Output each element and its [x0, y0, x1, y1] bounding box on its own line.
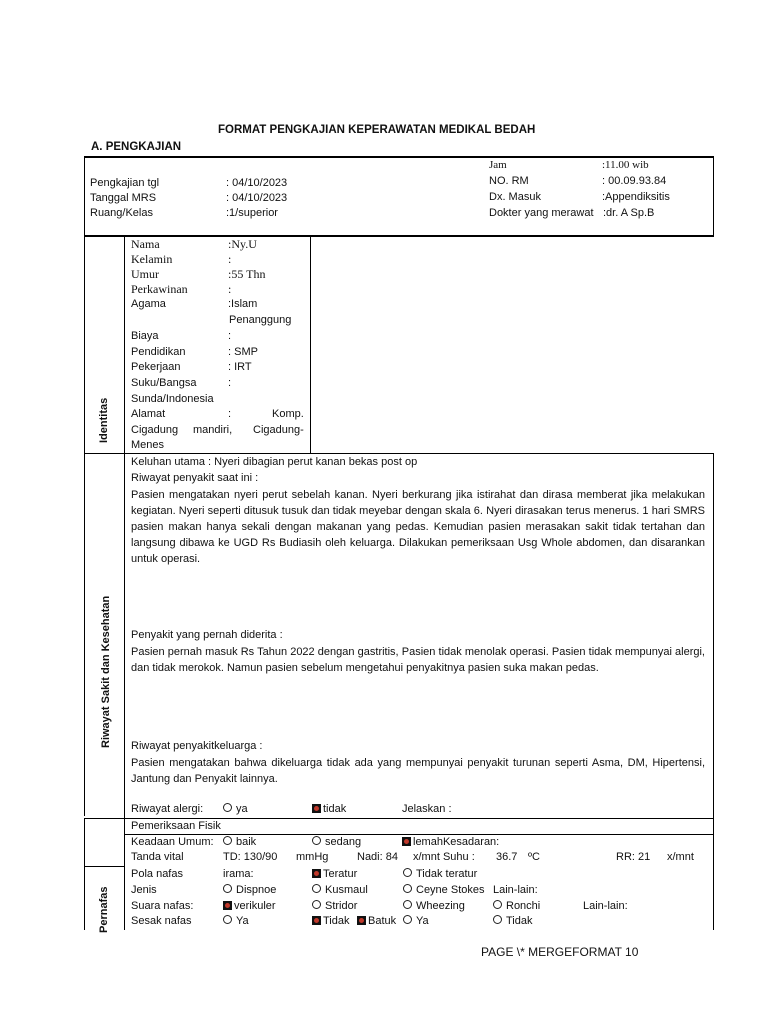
- wheezing-option[interactable]: Wheezing: [403, 900, 465, 912]
- alamat-value: Komp.: [272, 408, 304, 420]
- radio-unchecked-icon: [312, 900, 321, 909]
- keadaan-baik-option[interactable]: baik: [223, 836, 256, 848]
- batuk-tidak-option[interactable]: Tidak: [493, 915, 533, 927]
- suku-value: :: [228, 377, 232, 389]
- radio-checked-icon: [357, 916, 366, 925]
- suku-continued: Sunda/Indonesia: [131, 393, 214, 405]
- radio-unchecked-icon: [493, 900, 502, 909]
- perkawinan-label: Perkawinan: [131, 282, 188, 296]
- alergi-label: Riwayat alergi:: [131, 803, 204, 815]
- umur-label: Umur: [131, 267, 159, 281]
- section-heading: A. PENGKAJIAN: [91, 141, 182, 153]
- alamat-line2-b: mandiri,: [193, 424, 233, 436]
- nadi-value: Nadi: 84: [357, 851, 398, 863]
- jelaskan-label: Jelaskan :: [402, 803, 452, 815]
- kusmaul-option[interactable]: Kusmaul: [312, 884, 368, 896]
- keadaan-sedang-option[interactable]: sedang: [312, 836, 361, 848]
- nama-value: :Ny.U: [228, 237, 257, 251]
- biaya-label: Biaya: [131, 330, 159, 342]
- teratur-option[interactable]: Teratur: [312, 868, 357, 880]
- suhu-value: 36.7: [496, 851, 518, 863]
- alamat-label: Alamat: [131, 408, 166, 420]
- ceyne-option[interactable]: Ceyne Stokes: [403, 884, 484, 896]
- radio-checked-icon: [223, 901, 232, 910]
- jam-label: Jam: [489, 159, 507, 171]
- nama-label: Nama: [131, 237, 160, 251]
- radio-checked-icon: [312, 916, 321, 925]
- alergi-tidak-option[interactable]: tidak: [312, 803, 346, 815]
- alamat-colon: :: [228, 408, 232, 420]
- tidak-teratur-option[interactable]: Tidak teratur: [403, 868, 477, 880]
- jenis-label: Jenis: [131, 884, 157, 896]
- pendidikan-label: Pendidikan: [131, 346, 186, 358]
- saat-ini-text: Pasien mengatakan nyeri perut sebelah kanan. Nyeri berkurang jika istirahat dan dirasa memberat jika melakukan kegiatan. Nyeri seperti ditusuk tusuk dan tidak meyebar dengan skala 6. Nyeri dirasakan terus menerus. 1 hari SMRS pasien makan hanya sekali dengan makanan yang pedas. Kemudian pasien merasakan sakit tidak tertahan dan langsung dibawa ke UGD Rs Budiasih oleh keluarga. Dilakukan pemeriksaan Usg Whole abdomen, dan disarankan untuk operasi.: [131, 489, 705, 565]
- lain-lain-1: Lain-lain:: [493, 884, 538, 896]
- radio-unchecked-icon: [403, 884, 412, 893]
- radio-checked-icon: [312, 804, 321, 813]
- keadaan-label: Keadaan Umum:: [131, 836, 214, 848]
- pekerjaan-label: Pekerjaan: [131, 361, 181, 373]
- radio-unchecked-icon: [403, 915, 412, 924]
- suara-label: Suara nafas:: [131, 900, 194, 912]
- rr-unit: x/mnt: [667, 851, 694, 863]
- td-unit: mmHg: [296, 851, 329, 863]
- biaya-value: :: [228, 330, 232, 342]
- dokter-label: Dokter yang merawat: [489, 207, 594, 219]
- mrs-label: Tanggal MRS: [90, 192, 157, 204]
- rr-value: RR: 21: [616, 851, 651, 863]
- dx-value: :Appendiksitis: [602, 191, 670, 203]
- penanggung-label: Penanggung: [229, 314, 292, 326]
- ronchi-option[interactable]: Ronchi: [493, 900, 540, 912]
- kelamin-label: Kelamin: [131, 252, 173, 266]
- rm-value: : 00.09.93.84: [602, 175, 667, 187]
- radio-checked-icon: [312, 869, 321, 878]
- dokter-value: :dr. A Sp.B: [603, 207, 655, 219]
- dispnoe-option[interactable]: Dispnoe: [223, 884, 276, 896]
- identitas-label: Identitas: [98, 397, 110, 443]
- stridor-option[interactable]: Stridor: [312, 900, 357, 912]
- radio-checked-icon: [402, 837, 411, 846]
- alamat-line3: Menes: [131, 439, 165, 451]
- sesak-label: Sesak nafas: [131, 915, 192, 927]
- page-title: FORMAT PENGKAJIAN KEPERAWATAN MEDIKAL BEDAH: [218, 124, 536, 136]
- batuk-label[interactable]: Batuk: [357, 915, 396, 927]
- dx-label: Dx. Masuk: [489, 191, 541, 203]
- keluarga-label: Riwayat penyakitkeluarga :: [131, 740, 263, 752]
- td-value: TD: 130/90: [223, 851, 278, 863]
- radio-unchecked-icon: [223, 915, 232, 924]
- fisik-title: Pemeriksaan Fisik: [131, 820, 221, 832]
- tanda-vital-label: Tanda vital: [131, 851, 184, 863]
- suhu-unit: ºC: [528, 851, 540, 863]
- rm-label: NO. RM: [489, 175, 529, 187]
- suku-label: Suku/Bangsa: [131, 377, 197, 389]
- keadaan-lemah-option[interactable]: lemahKesadaran:: [402, 836, 499, 848]
- ruang-label: Ruang/Kelas: [90, 207, 153, 219]
- pengkajian-value: : 04/10/2023: [226, 177, 288, 189]
- mrs-value: : 04/10/2023: [226, 192, 288, 204]
- radio-unchecked-icon: [223, 884, 232, 893]
- pernafas-label: Pernafas: [98, 886, 110, 933]
- radio-unchecked-icon: [403, 868, 412, 877]
- irama-label: irama:: [223, 868, 254, 880]
- suhu-label: x/mnt Suhu :: [413, 851, 475, 863]
- pernah-text: Pasien pernah masuk Rs Tahun 2022 dengan gastritis, Pasien tidak menolak operasi. Pasien tidak mempunyai alergi, dan tidak merokok. Namun pasien sebelum mengetahui penyakitnya pasien suka makan pedas.: [131, 646, 705, 674]
- page-footer: PAGE \* MERGEFORMAT 10: [481, 945, 639, 959]
- saat-ini-label: Riwayat penyakit saat ini :: [131, 472, 259, 484]
- radio-unchecked-icon: [223, 803, 232, 812]
- radio-unchecked-icon: [312, 884, 321, 893]
- riwayat-label: Riwayat Sakit dan Kesehatan: [100, 595, 112, 748]
- pendidikan-value: : SMP: [228, 346, 258, 358]
- pekerjaan-value: : IRT: [228, 361, 252, 373]
- agama-label: Agama: [131, 298, 166, 310]
- radio-unchecked-icon: [403, 900, 412, 909]
- alergi-ya-option[interactable]: ya: [223, 803, 248, 815]
- sesak-ya-option[interactable]: Ya: [223, 915, 249, 927]
- alamat-line2-a: Cigadung: [131, 424, 179, 436]
- pernah-label: Penyakit yang pernah diderita :: [131, 629, 283, 641]
- radio-unchecked-icon: [223, 836, 232, 845]
- lain-lain-2: Lain-lain:: [583, 900, 628, 912]
- radio-unchecked-icon: [312, 836, 321, 845]
- jam-value: :11.00 wib: [602, 159, 649, 171]
- keluarga-text: Pasien mengatakan bahwa dikeluarga tidak ada yang mempunyai penyakit turunan seperti Asma, DM, Hipertensi, Jantung dan Penyakit lainnya.: [131, 757, 705, 785]
- umur-value: :55 Thn: [228, 267, 266, 281]
- sesak-tidak-option[interactable]: Tidak: [312, 915, 350, 927]
- keluhan-utama: Keluhan utama : Nyeri dibagian perut kanan bekas post op: [131, 456, 418, 468]
- kelamin-value: :: [228, 252, 232, 266]
- batuk-ya-option[interactable]: Ya: [403, 915, 429, 927]
- radio-unchecked-icon: [493, 915, 502, 924]
- pola-label: Pola nafas: [131, 868, 183, 880]
- alamat-line2-c: Cigadung-: [253, 424, 304, 436]
- verikuler-option[interactable]: verikuler: [223, 900, 276, 912]
- agama-value: :Islam: [228, 298, 258, 310]
- perkawinan-value: :: [228, 282, 232, 296]
- pengkajian-label: Pengkajian tgl: [90, 177, 160, 189]
- ruang-value: :1/superior: [226, 207, 278, 219]
